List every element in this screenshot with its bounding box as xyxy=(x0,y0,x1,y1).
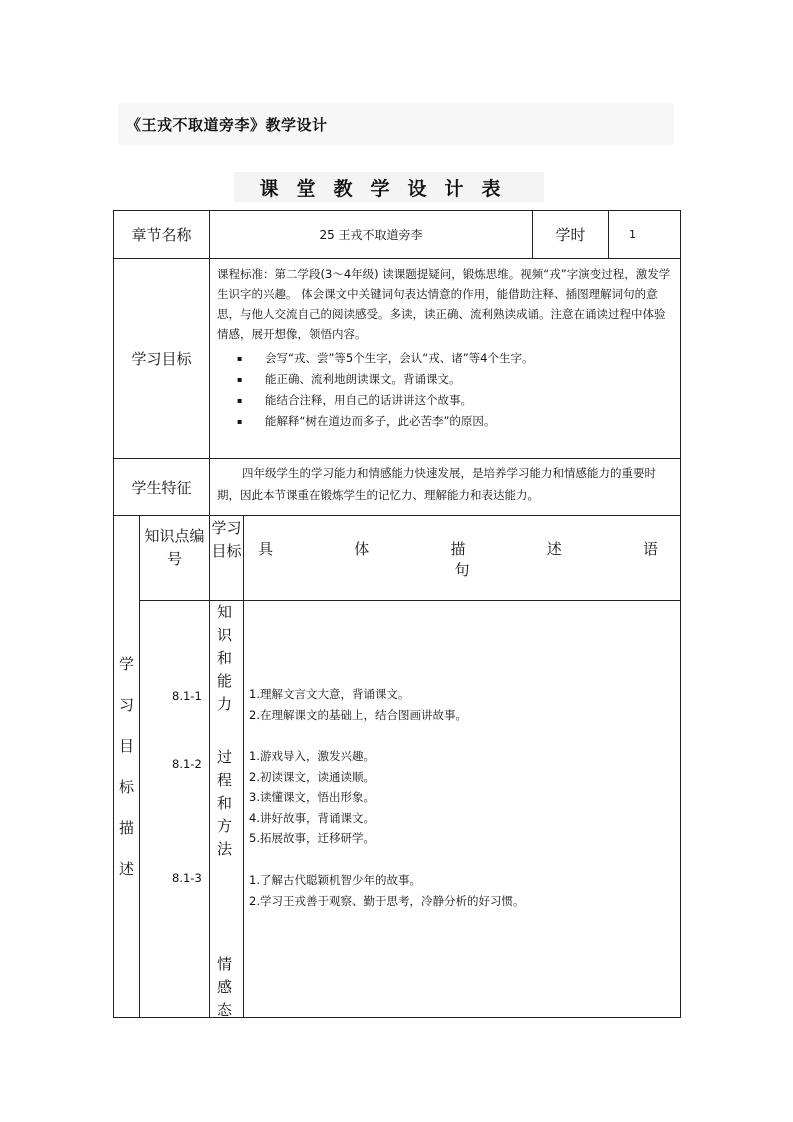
section-label-char: 学 xyxy=(118,654,134,673)
description-header-char: 体 xyxy=(354,540,370,558)
trait-text: 四年级学生的学习能力和情感能力快速发展，是培养学习能力和情感能力的重要时期，因此本节课重在锻炼学生的记忆力、理解能力和表达能力。 xyxy=(210,459,681,516)
detail-body-row xyxy=(114,601,681,1018)
chapter-row xyxy=(114,211,681,259)
hours-value: 1 xyxy=(609,211,681,259)
goal-category-cell xyxy=(210,601,244,1018)
trait-label: 学生特征 xyxy=(114,459,210,516)
lesson-design-table xyxy=(113,210,681,1018)
goal-item xyxy=(217,411,674,432)
section-label-char: 描 xyxy=(118,818,134,837)
section-label-char: 习 xyxy=(118,695,134,714)
section-label-cell xyxy=(114,516,140,1018)
goal-item-text: 能结合注释，用自己的话讲讲这个故事。 xyxy=(265,393,473,407)
goal-item xyxy=(217,390,674,411)
hours-label: 学时 xyxy=(533,211,609,259)
descriptions-cell xyxy=(244,601,681,1018)
section-label-char: 目 xyxy=(118,736,134,755)
goal-row xyxy=(114,259,681,459)
knowledge-code-header: 知识点编号 xyxy=(140,516,210,601)
goal-label: 学习目标 xyxy=(114,259,210,459)
goal-item xyxy=(217,348,674,369)
chapter-value: 25 王戎不取道旁李 xyxy=(210,211,533,259)
detail-header-row xyxy=(114,516,681,601)
bullet-icon: ▪ xyxy=(237,417,243,426)
goal-cell xyxy=(210,259,681,459)
description-header xyxy=(244,516,681,601)
goal-item xyxy=(217,369,674,390)
bullet-icon: ▪ xyxy=(237,354,243,363)
process-descriptions: 1.游戏导入，激发兴趣。 2.初读课文，读通读顺。 3.读懂课文，悟出形象。 4.讲好故事，背诵课文。 5.拓展故事，迁移研学。 xyxy=(249,749,375,845)
category-knowledge: 知 识 和 能 力 xyxy=(217,603,233,713)
goal-item-text: 会写“戎、尝”等5个生字，会认“戎、诸”等4个生字。 xyxy=(265,351,534,365)
section-label-char: 标 xyxy=(118,777,134,796)
description-header-char: 具 xyxy=(258,540,274,558)
knowledge-code: 8.1-1 xyxy=(172,689,202,703)
bullet-icon: ▪ xyxy=(237,375,243,384)
bullet-icon: ▪ xyxy=(237,396,243,405)
knowledge-code: 8.1-3 xyxy=(172,871,202,885)
knowledge-codes-cell xyxy=(140,601,210,1018)
description-header-tail: 句 xyxy=(454,561,470,579)
description-header-char: 述 xyxy=(546,540,562,558)
category-emotion: 情 感 态 xyxy=(217,955,233,1019)
chapter-label: 章节名称 xyxy=(114,211,210,259)
emotion-descriptions: 1.了解古代聪颖机智少年的故事。 2.学习王戎善于观察、勤于思考，冷静分析的好习惯。 xyxy=(249,873,525,908)
learning-goal-header: 学习目标 xyxy=(210,516,244,601)
document-title: 《王戎不取道旁李》教学设计 xyxy=(126,116,328,134)
description-header-char: 描 xyxy=(450,540,466,558)
table-title: 课堂教学设计表 xyxy=(259,178,519,200)
curriculum-standard-text: 课程标准：第二学段(3～4年级) 读课题提疑问，锻炼思维。视频“戎”字演变过程，激发学生识字的兴趣。 体会课文中关键词句表达情意的作用，能借助注释、插图理解词句的意思，与他人交流自己的阅读感受。多读，读正确、流利熟读成诵。注意在诵读过程中体验情感，展开想像，领悟内容。 xyxy=(217,267,671,341)
description-header-char: 语 xyxy=(642,540,658,558)
category-process: 过 程 和 方 法 xyxy=(217,748,233,858)
knowledge-descriptions: 1.理解文言文大意，背诵课文。 2.在理解课文的基础上，结合图画讲故事。 xyxy=(249,687,467,722)
goal-item-text: 能正确、流利地朗读课文。背诵课文。 xyxy=(265,372,461,386)
goal-item-text: 能解释“树在道边而多子，此必苦李”的原因。 xyxy=(265,414,496,428)
goal-list xyxy=(217,348,674,432)
knowledge-code: 8.1-2 xyxy=(172,757,202,771)
section-label-char: 述 xyxy=(118,859,134,878)
trait-row xyxy=(114,459,681,516)
